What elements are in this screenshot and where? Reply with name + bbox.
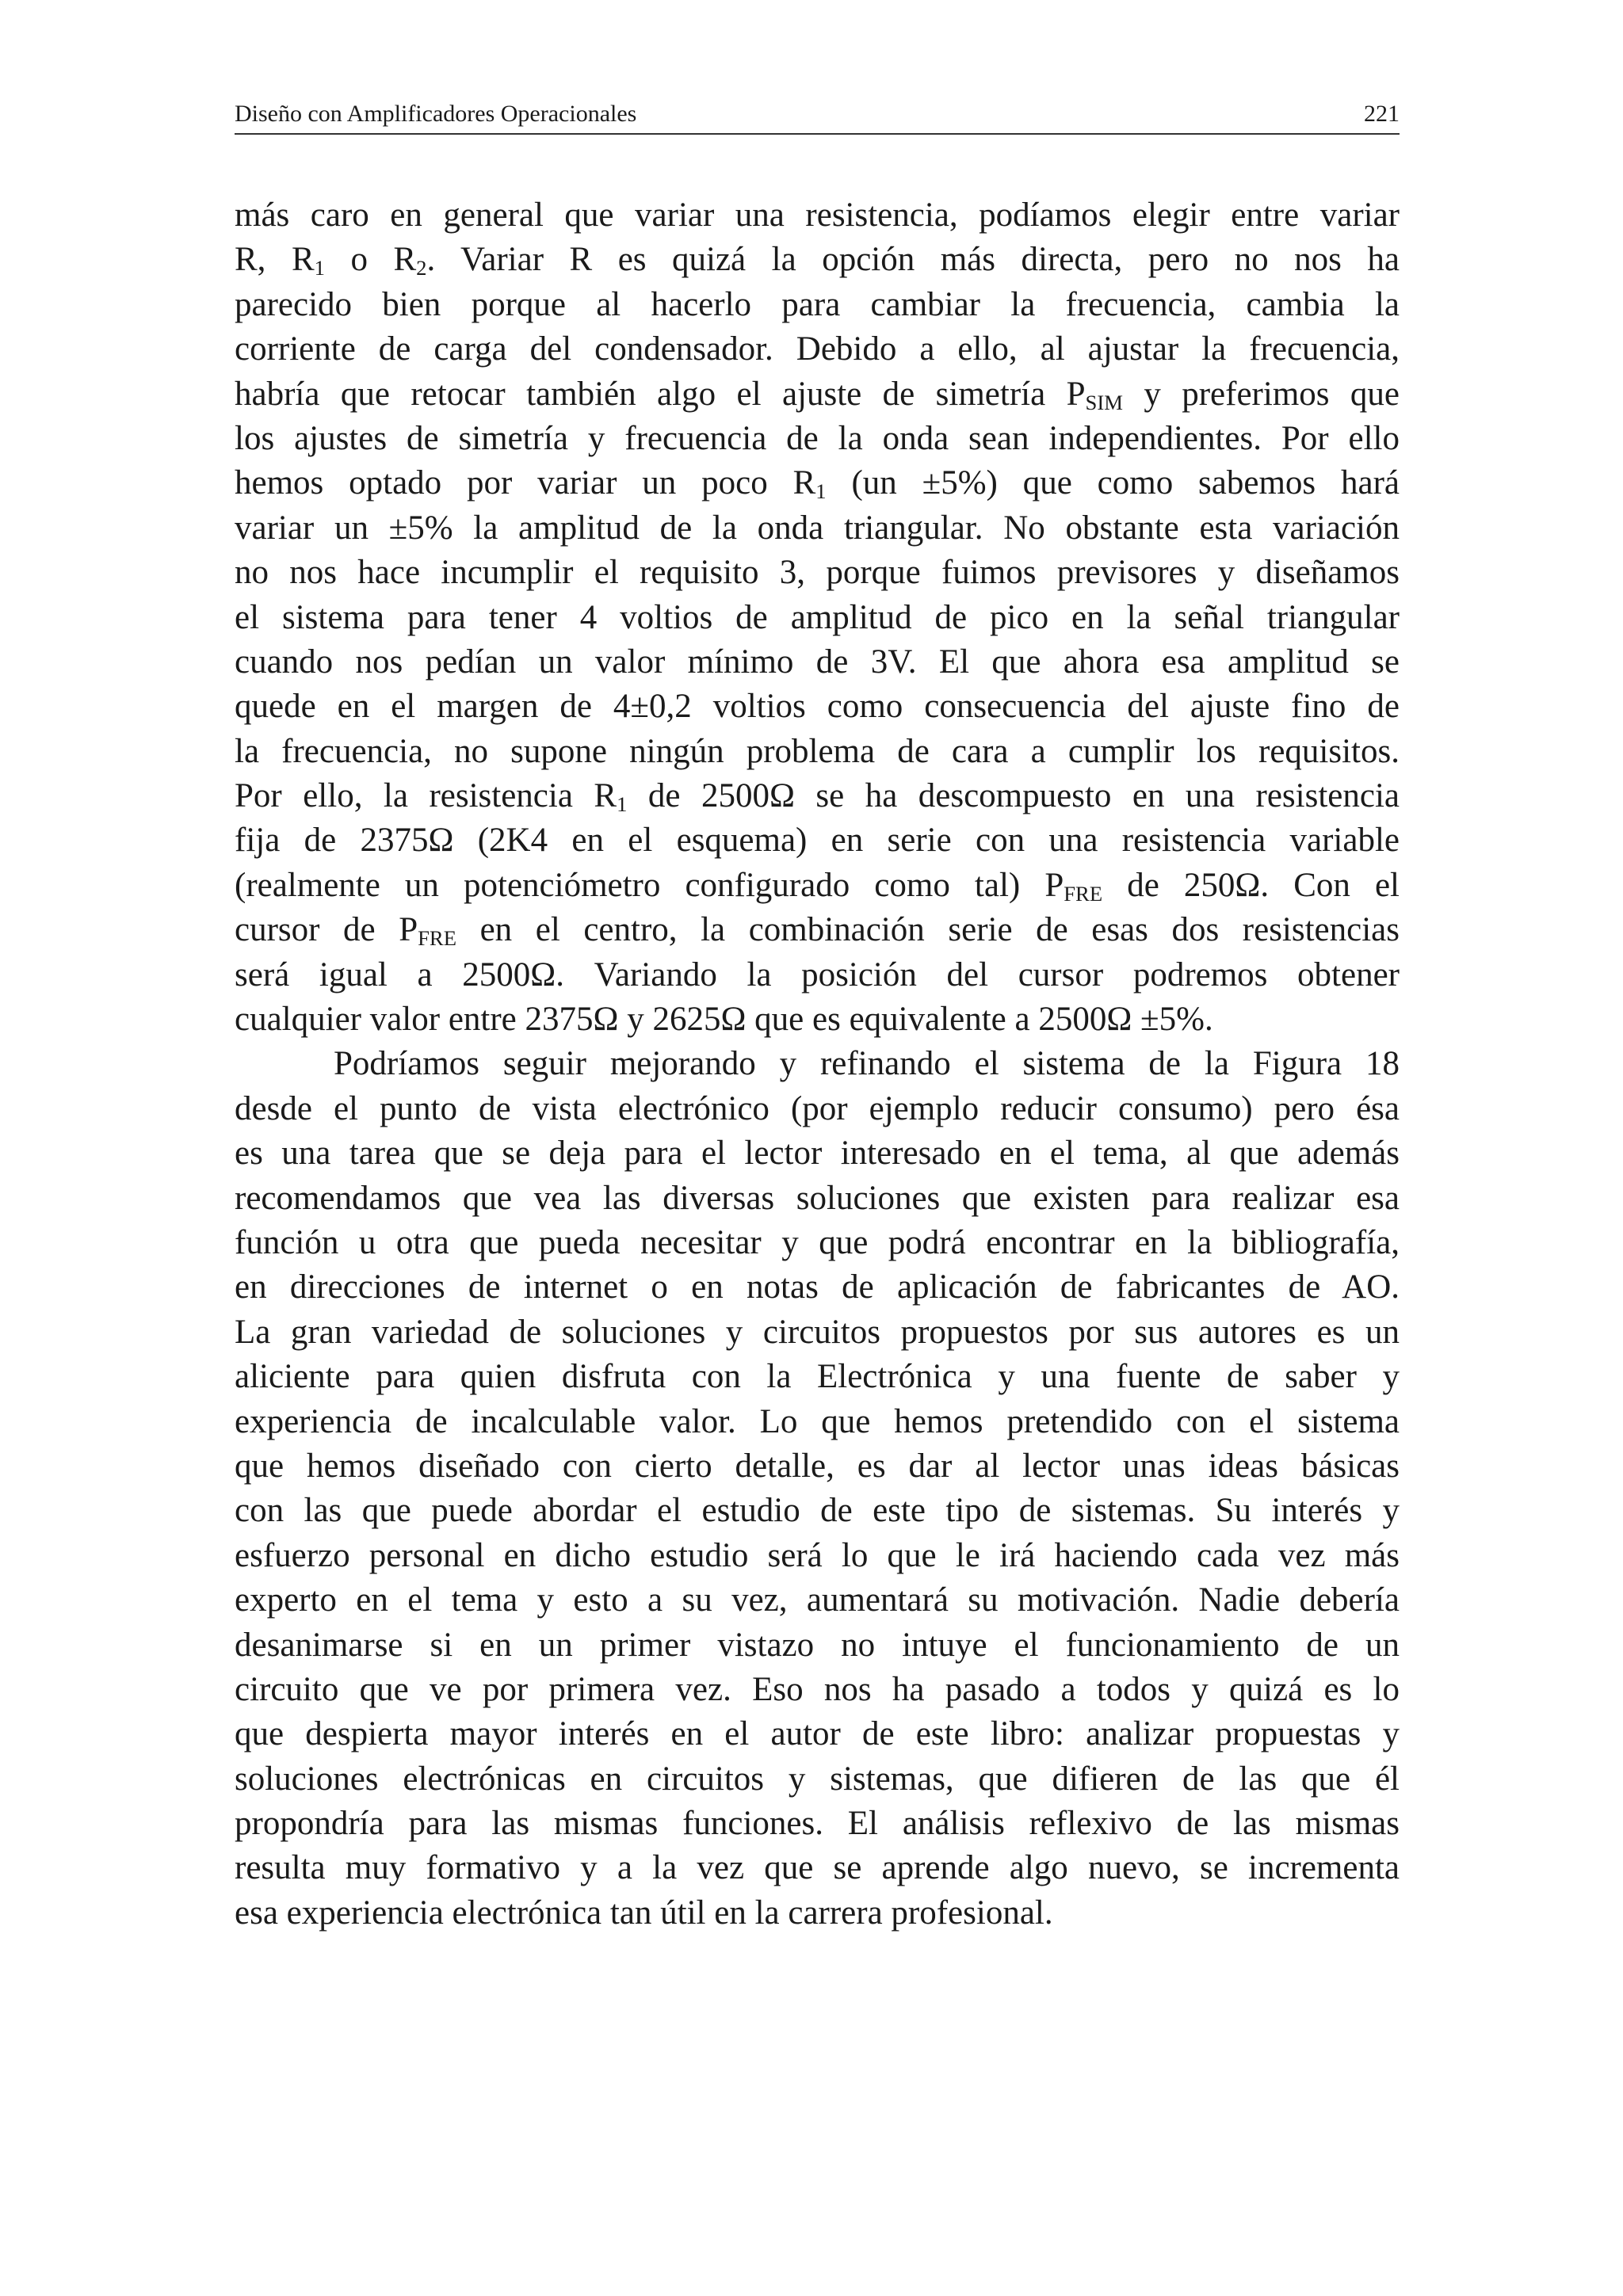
text-line [235,1802,1400,1846]
text-line [235,1846,1400,1890]
text-line [235,1891,1400,1936]
text-line [235,640,1400,685]
text-line [235,461,1400,505]
text-line [235,908,1400,952]
text-run: con las que puede abordar el estudio de este tipo de sistemas. Su interés y [235,1492,1400,1530]
text-line [235,1355,1400,1399]
text-run: que hemos diseñado con cierto detalle, es dar al lector unas ideas básicas [235,1447,1400,1485]
text-run: R, R [235,241,315,279]
text-line [235,596,1400,640]
text-run: (un ±5%) que como sabemos hará [826,464,1400,502]
subscript: FRE [1064,881,1103,906]
subscript: 1 [617,791,628,816]
text-line [235,417,1400,461]
paragraph-1 [235,193,1400,1042]
text-run: esa experiencia electrónica tan útil en la carrera profesional. [235,1894,1053,1932]
text-run: de 250Ω. Con el [1102,866,1400,904]
text-line [235,372,1400,417]
subscript: 1 [314,256,325,280]
page-number: 221 [1364,101,1400,127]
text-line [235,953,1400,997]
text-run: Por ello, la resistencia R [235,777,617,815]
subscript: FRE [418,926,456,951]
subscript: SIM [1085,390,1123,414]
body-text [235,193,1400,1936]
text-run: desde el punto de vista electrónico (por ejemplo reducir consumo) pero ésa [235,1089,1400,1127]
text-line [235,997,1400,1042]
text-line [235,864,1400,908]
text-run: en direcciones de internet o en notas de aplicación de fabricantes de AO. [235,1268,1400,1306]
text-run: fija de 2375Ω (2K4 en el esquema) en serie con una resistencia variable [235,822,1400,860]
text-run: parecido bien porque al hacerlo para cambiar la frecuencia, cambia la [235,285,1400,323]
text-line [235,1310,1400,1355]
text-run: cualquier valor entre 2375Ω y 2625Ω que es equivalente a 2500Ω ±5%. [235,1001,1213,1039]
text-run: recomendamos que vea las diversas soluciones que existen para realizar esa [235,1179,1400,1217]
text-line [235,1489,1400,1533]
text-run: la frecuencia, no supone ningún problema de cara a cumplir los requisitos. [235,732,1400,770]
text-run: experto en el tema y esto a su vez, aumentará su motivación. Nadie debería [235,1581,1400,1619]
text-run: no nos hace incumplir el requisito 3, porque fuimos previsores y diseñamos [235,554,1400,592]
text-run: aliciente para quien disfruta con la Electrónica y una fuente de saber y [235,1358,1400,1396]
running-title: Diseño con Amplificadores Operacionales [235,101,637,127]
paragraph-2 [235,1042,1400,1936]
text-run: y preferimos que [1122,375,1400,413]
text-run: . Variar R es quizá la opción más directa, pero no nos ha [426,241,1400,279]
text-line [235,1534,1400,1578]
text-line [235,551,1400,595]
text-run: La gran variedad de soluciones y circuitos propuestos por sus autores es un [235,1313,1400,1351]
text-line [235,685,1400,729]
text-run: soluciones electrónicas en circuitos y sistemas, que difieren de las que él [235,1760,1400,1798]
text-run: el sistema para tener 4 voltios de amplitud de pico en la señal triangular [235,598,1400,636]
text-line [235,506,1400,551]
text-run: resulta muy formativo y a la vez que se aprende algo nuevo, se incrementa [235,1849,1400,1887]
text-line [235,283,1400,327]
text-line [235,1087,1400,1131]
text-run: corriente de carga del condensador. Debido a ello, al ajustar la frecuencia, [235,330,1400,368]
text-line [235,1177,1400,1221]
text-line [235,1444,1400,1489]
text-line [235,1757,1400,1802]
text-line [235,730,1400,774]
text-line [235,193,1400,238]
text-line [235,818,1400,863]
subscript: 1 [815,479,827,504]
text-run: función u otra que pueda necesitar y que podrá encontrar en la bibliografía, [235,1223,1400,1261]
text-run: los ajustes de simetría y frecuencia de la onda sean independientes. Por ello [235,419,1400,457]
text-line [235,1578,1400,1623]
text-run: hemos optado por variar un poco R [235,464,816,502]
text-run: propondría para las mismas funciones. El análisis reflexivo de las mismas [235,1805,1400,1843]
text-line [235,1668,1400,1712]
text-run: circuito que ve por primera vez. Eso nos ha pasado a todos y quizá es lo [235,1670,1400,1708]
text-run: es una tarea que se deja para el lector interesado en el tema, al que además [235,1135,1400,1173]
text-line [235,1712,1400,1756]
text-run: cuando nos pedían un valor mínimo de 3V. El que ahora esa amplitud se [235,643,1400,681]
text-run: o R [324,241,417,279]
page-header [235,95,1400,135]
text-run: será igual a 2500Ω. Variando la posición del cursor podremos obtener [235,955,1400,994]
text-run: habría que retocar también algo el ajuste de simetría P [235,375,1086,413]
text-run: Podríamos seguir mejorando y refinando el sistema de la Figura 18 [334,1045,1400,1083]
text-line [235,1042,1400,1086]
text-line [235,1623,1400,1668]
text-line [235,774,1400,818]
text-run: desanimarse si en un primer vistazo no intuye el funcionamiento de un [235,1626,1400,1664]
text-run: cursor de P [235,911,418,949]
text-line [235,1221,1400,1265]
text-line [235,238,1400,282]
text-run: experiencia de incalculable valor. Lo que hemos pretendido con el sistema [235,1402,1400,1440]
text-run: esfuerzo personal en dicho estudio será lo que le irá haciendo cada vez más [235,1536,1400,1574]
text-line [235,327,1400,372]
text-run: (realmente un potenciómetro configurado como tal) P [235,866,1064,904]
text-line [235,1400,1400,1444]
text-run: que despierta mayor interés en el autor de este libro: analizar propuestas y [235,1715,1400,1753]
text-run: más caro en general que variar una resistencia, podíamos elegir entre variar [235,196,1400,234]
text-run: de 2500Ω se ha descompuesto en una resistencia [627,777,1400,815]
text-line [235,1265,1400,1310]
text-line [235,1131,1400,1176]
text-run: en el centro, la combinación serie de esas dos resistencias [456,911,1400,949]
subscript: 2 [416,256,427,280]
text-run: variar un ±5% la amplitud de la onda triangular. No obstante esta variación [235,509,1400,547]
text-run: quede en el margen de 4±0,2 voltios como consecuencia del ajuste fino de [235,688,1400,726]
